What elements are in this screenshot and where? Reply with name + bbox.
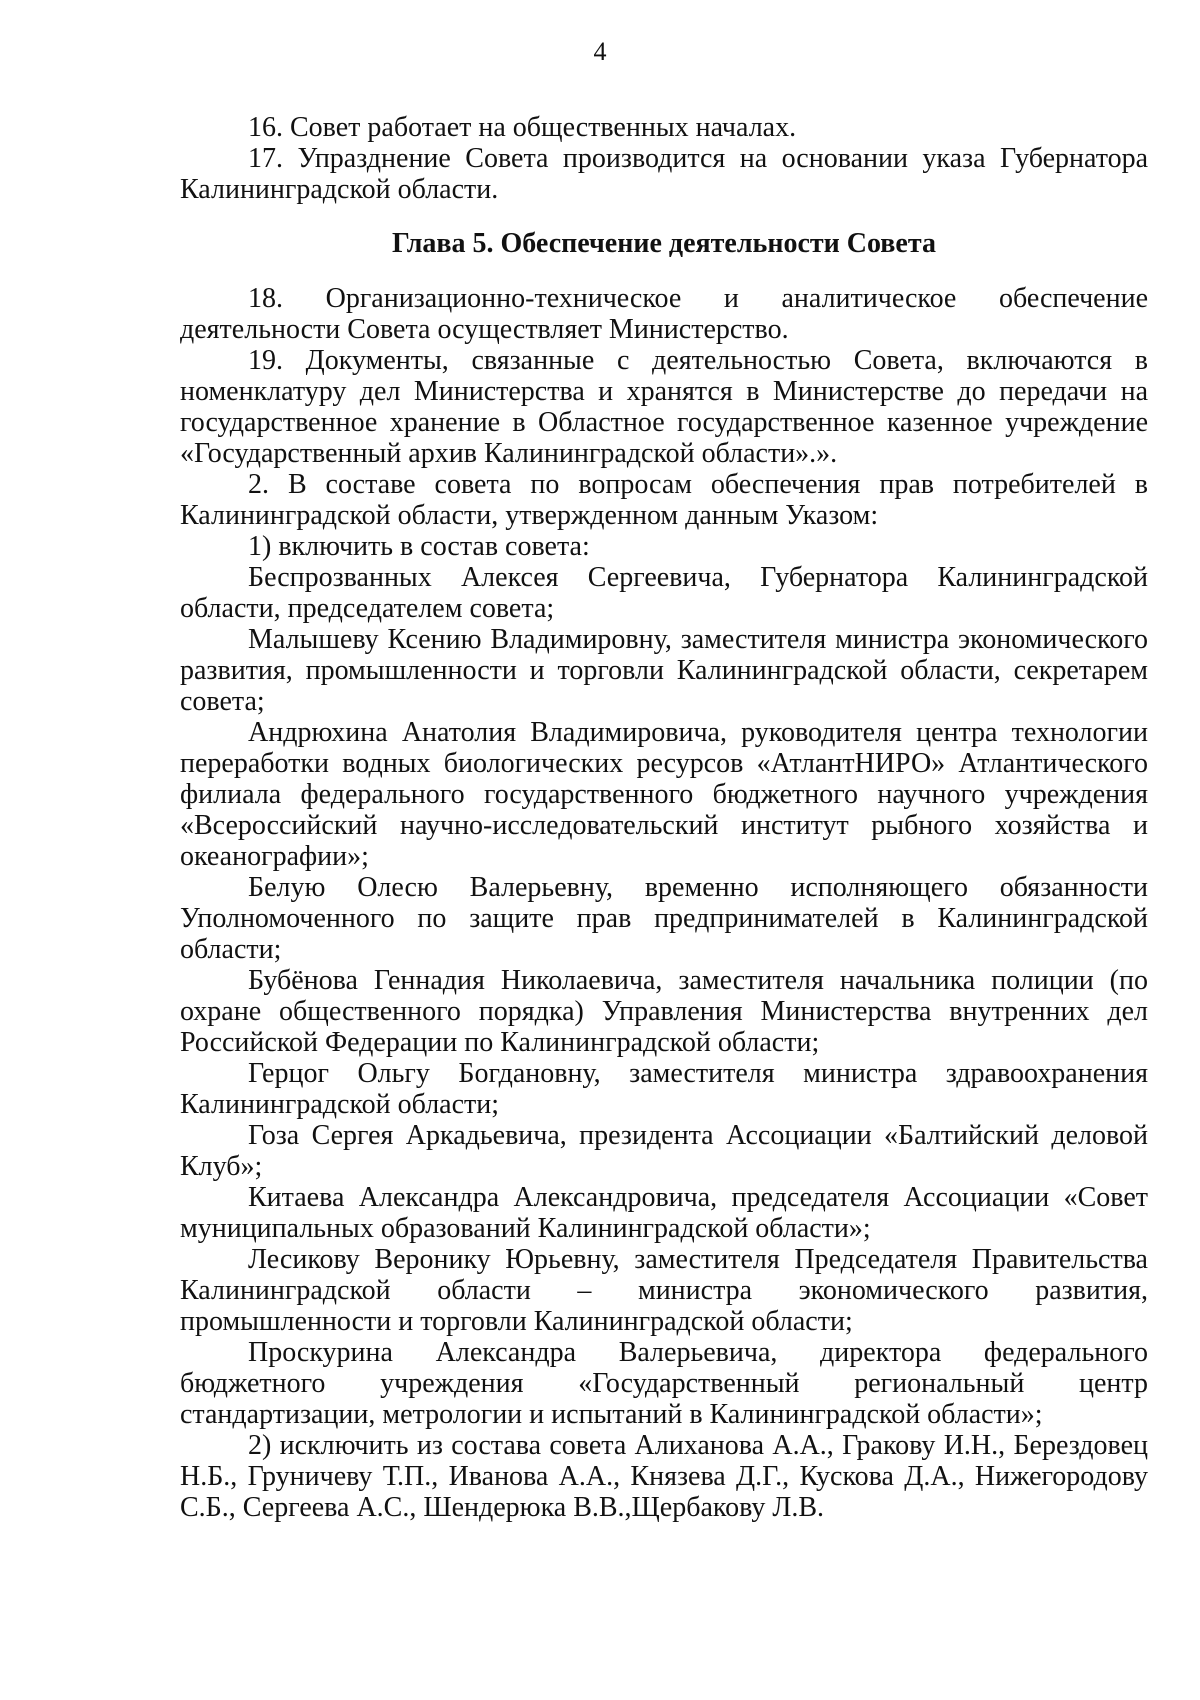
member-entry: Беспрозванных Алексея Сергеевича, Губернатора Калининградской области, председателем совета; — [180, 562, 1148, 624]
member-entry: Китаева Александра Александровича, председателя Ассоциации «Совет муниципальных образований Калининградской области»; — [180, 1182, 1148, 1244]
member-entry: Гоза Сергея Аркадьевича, президента Ассоциации «Балтийский деловой Клуб»; — [180, 1120, 1148, 1182]
member-entry: Лесикову Веронику Юрьевну, заместителя Председателя Правительства Калининградской области – министра экономического развития, промышленности и торговли Калининградской области; — [180, 1244, 1148, 1337]
page-number: 4 — [593, 37, 607, 66]
member-entry: Герцог Ольгу Богдановну, заместителя министра здравоохранения Калининградской области; — [180, 1058, 1148, 1120]
member-entry: Малышеву Ксению Владимировну, заместителя министра экономического развития, промышленности и торговли Калининградской области, секретарем совета; — [180, 624, 1148, 717]
document-body — [180, 112, 1148, 1523]
member-entry: Андрюхина Анатолия Владимировича, руководителя центра технологии переработки водных биологических ресурсов «АтлантНИРО» Атлантического филиала федерального государственного бюджетного научного учреждения «Всероссийский научно-исследовательский институт рыбного хозяйства и океанографии»; — [180, 717, 1148, 872]
paragraph-council-composition: 2. В составе совета по вопросам обеспечения прав потребителей в Калининградской области, утвержденном данным Указом: — [180, 469, 1148, 531]
paragraph-19: 19. Документы, связанные с деятельностью Совета, включаются в номенклатуру дел Министерства и хранятся в Министерстве до передачи на государственное хранение в Областное государственное казенное учреждение «Государственный архив Калининградской области».». — [180, 345, 1148, 469]
paragraph-17: 17. Упразднение Совета производится на основании указа Губернатора Калининградской области. — [180, 143, 1148, 205]
paragraph-exclude-members: 2) исключить из состава совета Алиханова А.А., Гракову И.Н., Берездовец Н.Б., Груничеву Т.П., Иванова А.А., Князева Д.Г., Кускова Д.А., Нижегородову С.Б., Сергеева А.С., Шендерюка В.В.,Щербакову Л.В. — [180, 1430, 1148, 1523]
member-entry: Проскурина Александра Валерьевича, директора федерального бюджетного учреждения «Государственный региональный центр стандартизации, метрологии и испытаний в Калининградской области»; — [180, 1337, 1148, 1430]
member-entry: Бубёнова Геннадия Николаевича, заместителя начальника полиции (по охране общественного порядка) Управления Министерства внутренних дел Российской Федерации по Калининградской области; — [180, 965, 1148, 1058]
chapter-heading: Глава 5. Обеспечение деятельности Совета — [392, 228, 936, 259]
paragraph-18: 18. Организационно-техническое и аналитическое обеспечение деятельности Совета осуществляет Министерство. — [180, 283, 1148, 345]
member-entry: Белую Олесю Валерьевну, временно исполняющего обязанности Уполномоченного по защите прав предпринимателей в Калининградской области; — [180, 872, 1148, 965]
paragraph-include-members: 1) включить в состав совета: — [248, 531, 590, 562]
paragraph-16: 16. Совет работает на общественных началах. — [248, 112, 797, 143]
